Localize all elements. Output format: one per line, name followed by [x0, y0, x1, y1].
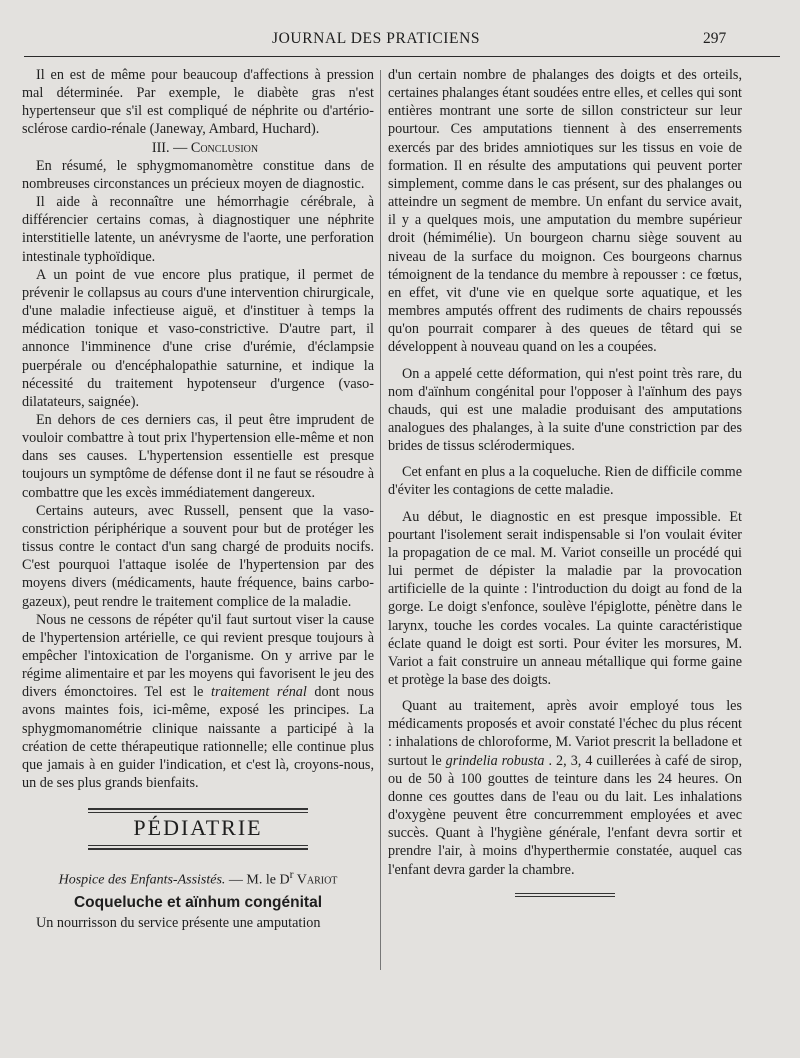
paragraph: d'un certain nombre de phalanges des doigts et des orteils, certaines phalanges étant soudées entre elles, et celles qui sont entières montrant une sorte de sillon constricteur sur leur pourtour. Ces amputations tiennent à des enserrements exercés par des brides amniotiques sur les tissus en voie de formation. Il en résulte des amputations qui peuvent porter simplement, comme dans le cas présent, sur des phalanges ou atteindre un segment de membre. Un enfant du service avait, il y a quelques mois, une amputation du membre supérieur droit (hémimélie). Un bourgeon charnu siège souvent au niveau de la surface du moignon. Ces bourgeons charnus témoignent de la tendance du membre à repousser : ce fœtus, en effet, vit d'une vie en quelque sorte aquatique, et les membres amputés offrent des rudiments de chairs repoussés qu'on pourrait comparer à des queues de têtard qui se développent à nouveau quand on les a coupées. — [388, 67, 742, 356]
paragraph: Il en est de même pour beaucoup d'affections à pression mal déterminée. Par exemple, le diabète gras n'est hypertenseur que s'il est compliqué de néphrite ou d'artério-sclérose cardio-rénale (Janeway, Ambard, Huchard). — [22, 67, 374, 138]
emphasis: traitement rénal — [211, 684, 307, 701]
paragraph: Au début, le diagnostic en est presque impossible. Et pourtant l'isolement serait indispensable si l'on voulait éviter la propagation de ce mal. M. Variot conseille un procédé qui lui permet de dépister la maladie par la provocation artificielle de la quinte : l'introduction du doigt au fond de la gorge. Le doigt s'enfonce, soulève l'épiglotte, pénètre dans le larynx, touche les cordes vocales. La quinte caractéristique éclate quand le doigt est sorti. Pour éviter les morsures, M. Variot a fait construire un anneau métallique qui forme gaine et protège la base des doigts. — [388, 508, 742, 688]
section-heading — [22, 139, 374, 157]
running-head — [0, 30, 800, 52]
rubric-title: PÉDIATRIE — [133, 815, 263, 841]
article-title: Coqueluche et aïnhum congénital — [73, 894, 323, 912]
paragraph: Il aide à reconnaître une hémorrhagie cérébrale, à différencier certains comas, à diagnostiquer une néphrite interstitielle latente, un anévrysme de l'aorte, une perforation intestinale typhoïdique. — [22, 194, 374, 265]
author-prefix: — M. le D — [225, 873, 290, 889]
paragraph-text: Quant au traitement, après avoir employé tous les médicaments proposés et avoir constaté l'échec du plus récent : inhalations de chloroforme, M. Variot prescrit la belladone et surtout le — [388, 698, 742, 769]
right-column — [388, 66, 742, 897]
emphasis: grindelia robusta — [445, 752, 545, 769]
hospice-name: Hospice des Enfants-Assistés. — [58, 873, 226, 889]
paragraph: Certains auteurs, avec Russell, pensent que la vaso-constriction périphérique a souvent pour but de protéger les tissus contre le contact d'un sang chargé de produits nocifs. C'est pourquoi l'attaque isolée de l'hypertension par des moyens divers (médicaments, haute fréquence, bains carbo-gazeux), peut rendre le traitement complice de la maladie. — [22, 502, 374, 610]
journal-title: JOURNAL DES PRATICIENS — [272, 30, 481, 47]
left-column — [22, 66, 374, 933]
article-source — [22, 866, 374, 890]
paragraph: A un point de vue encore plus pratique, il permet de prévenir le collapsus au cours d'une intervention chirurgicale, d'une maladie infectieuse aiguë, et d'instituer à temps la médication tonique et vaso-constrictive. D'autre part, il annonce l'imminence d'une crise d'urémie, d'éclampsie puerpérale ou d'encéphalopathie saturnine, et indique la nécessité du traitement hypotenseur d'urgence (vaso-dilatateurs, saignée). — [22, 266, 374, 410]
column-divider — [380, 70, 381, 970]
paragraph: Un nourrisson du service présente une amputation — [36, 915, 321, 932]
paragraph: En résumé, le sphygmomanomètre constitue dans de nombreuses circonstances un précieux moyen de diagnostic. — [22, 157, 374, 192]
section-number: III. — — [151, 139, 191, 156]
rubric-rule-top — [88, 808, 308, 813]
author-name: Variot — [293, 873, 338, 889]
paragraph — [388, 697, 742, 879]
header-rule — [24, 56, 780, 57]
paragraph: On a appelé cette déformation, qui n'est point très rare, du nom d'aïnhum congénital pour l'opposer à l'aïnhum des pays chauds, qui est une maladie produisant des amputations analogues des phalanges, à la suite d'une constriction par des brides de tissus sclérodermiques. — [388, 365, 742, 455]
paragraph-text: dont nous avons maintes fois, ici-même, exposé les principes. La sphygmomanométrie clinique naissante a participé à la création de cette thérapeutique rationnelle; elle continue plus que jamais à en guider l'indication, et c'est là, croyons-nous, un de ses plus grands bienfaits. — [22, 684, 374, 792]
author-title-sup: r — [289, 868, 294, 882]
paragraph-text: Nous ne cessons de répéter qu'il faut surtout viser la cause de l'hypertension artérielle, ce qui revient presque toujours à empêcher l'intoxication de l'organisme. On y arrive par le régime alimentaire et par les moyens qui favorisent le jeu des divers émonctoires. Tel est le — [22, 611, 374, 701]
end-rule — [515, 893, 615, 897]
page-number: 297 — [703, 30, 727, 47]
paragraph-text: . 2, 3, 4 cuillerées à café de sirop, ou de 50 à 100 gouttes de teinture dans les 24 heures. On donne ces gouttes dans de l'eau ou du lait. Les inhalations d'oxygène peuvent être concurremment employées et avec succès. Quant à l'hygiène générale, l'enfant devra sortir et prendre l'air, à moins d'hyperthermie constatée, auquel cas l'enfant devra garder la chambre. — [388, 752, 742, 878]
paragraph: En dehors de ces derniers cas, il peut être imprudent de vouloir combattre à tout prix l'hypertension elle-même et non dans ses causes. L'hypertension essentielle est presque toujours un symptôme de défense dont il ne faut se résoudre à combattre que les excès immédiatement dangereux. — [22, 411, 374, 501]
section-title: Conclusion — [190, 139, 259, 156]
paragraph: Cet enfant en plus a la coqueluche. Rien de difficile comme d'éviter les contagions de cette maladie. — [388, 464, 742, 499]
rubric-rule-bottom — [88, 845, 308, 850]
paragraph — [22, 611, 374, 793]
